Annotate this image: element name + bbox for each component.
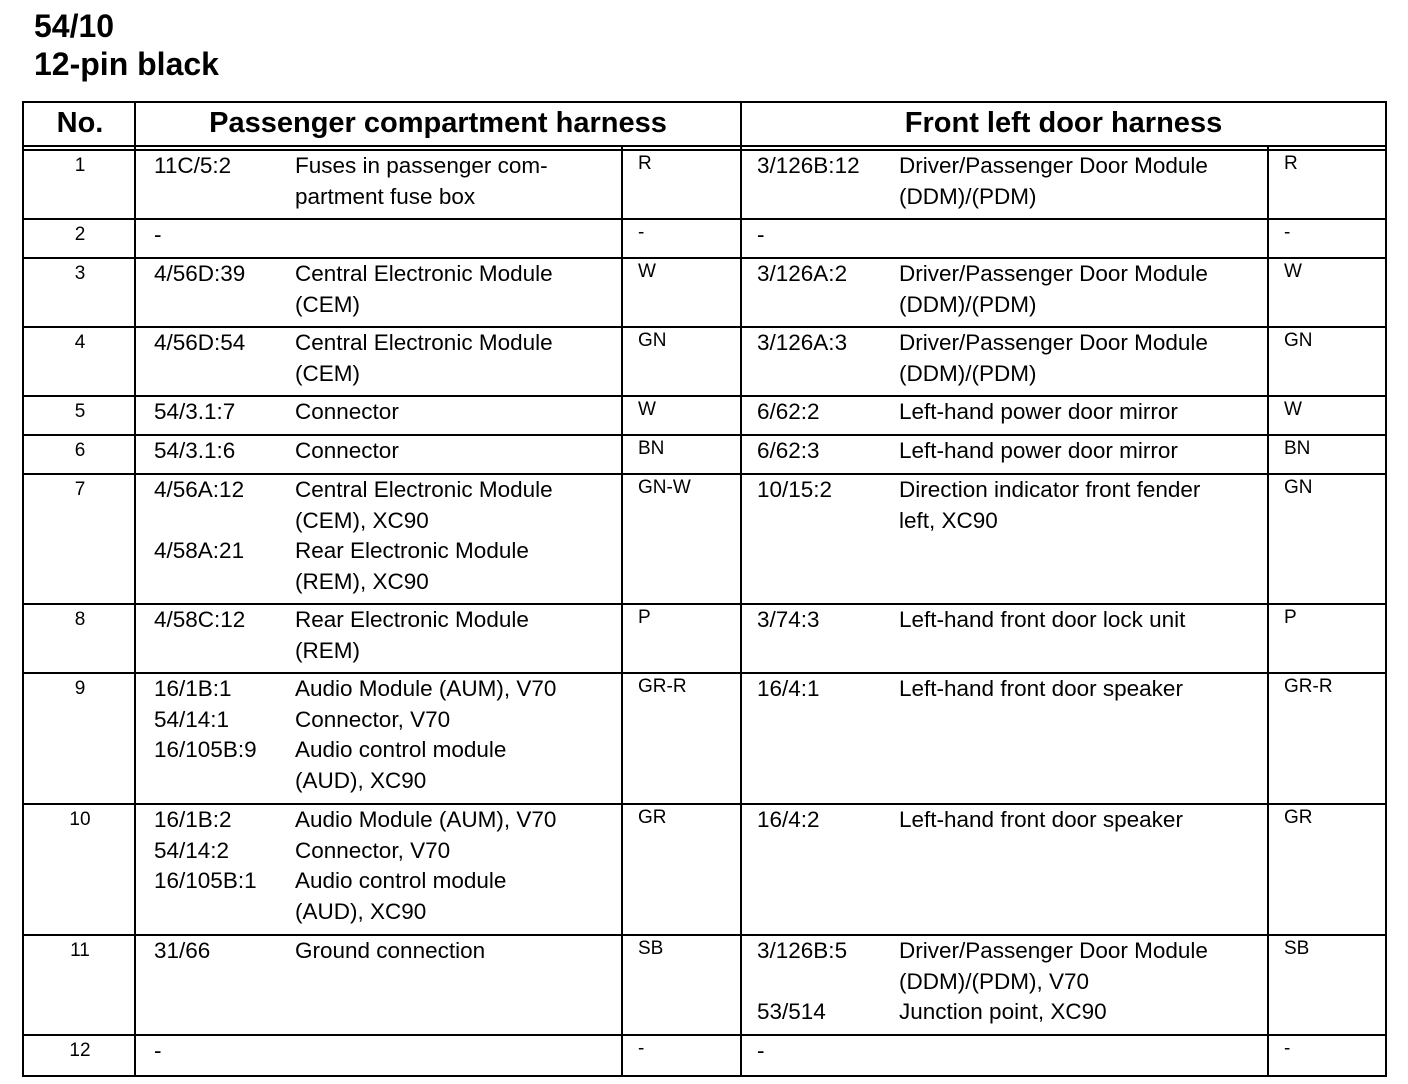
door-code-line: - [757,1038,765,1063]
door-code-line [757,967,847,998]
column-divider [134,103,136,1077]
pin-number: 1 [74,155,86,176]
table-row [24,1034,1385,1077]
door-code [757,436,820,467]
door-description [899,605,1185,636]
passenger-description [295,605,529,666]
door-code [757,605,820,636]
passenger-code-line: 4/58C:12 [154,607,246,632]
passenger-code-line: 54/3.1:7 [154,399,236,424]
passenger-code-line [154,182,231,213]
pin-number: 4 [74,332,86,353]
passenger-description-line: Central Electronic Module [295,261,553,286]
door-wire-color: GN [1284,330,1313,351]
pin-number: 8 [74,609,86,630]
passenger-code [154,475,244,597]
passenger-description-line: Audio control module [295,868,507,893]
passenger-wire-color: GR [638,807,667,828]
passenger-code-line [154,636,245,667]
passenger-description [295,936,485,967]
passenger-description-line: (REM), XC90 [295,568,429,594]
passenger-wire-color: W [638,261,656,282]
passenger-description-line: (CEM), XC90 [295,507,429,533]
door-wire-color: W [1284,261,1302,282]
table-row [24,257,1385,326]
door-code-line: 3/126A:3 [757,330,848,355]
door-code-line: 16/4:2 [757,807,820,832]
passenger-wire-color: W [638,399,656,420]
passenger-wire-color: SB [638,938,664,959]
door-wire-color: - [1284,222,1291,243]
door-code-line: 3/74:3 [757,607,820,632]
door-code [757,805,820,836]
passenger-description-line: (AUD), XC90 [295,898,427,924]
door-description-line: Driver/Passenger Door Module [899,330,1208,355]
passenger-description-line: Central Electronic Module [295,330,553,355]
door-code-line [757,182,860,213]
passenger-code [154,674,257,796]
passenger-wire-color: R [638,153,652,174]
passenger-code-line [154,290,245,321]
passenger-code-line: 4/56D:54 [154,330,246,355]
pin-number: 9 [74,678,86,699]
door-description-line: (DDM)/(PDM) [899,291,1037,317]
passenger-code-line: 11C/5:2 [154,153,232,178]
door-description [899,328,1208,389]
pin-number: 10 [69,809,91,830]
passenger-code-line [154,359,245,390]
passenger-code [154,151,231,212]
door-description-line: Driver/Passenger Door Module [899,153,1208,178]
passenger-wire-color: P [638,607,651,628]
header-door-harness: Front left door harness [904,107,1223,139]
pin-number: 6 [74,440,86,461]
passenger-code-line: 4/56A:12 [154,477,245,502]
door-wire-color: GR-R [1284,676,1333,697]
door-description [899,259,1208,320]
door-wire-color: R [1284,153,1298,174]
passenger-description-line: Rear Electronic Module [295,607,529,632]
table-header [24,103,1385,147]
passenger-code-line: 54/3.1:6 [154,438,236,463]
passenger-description-line: Audio Module (AUM), V70 [295,676,557,701]
door-description-line: Left-hand front door speaker [899,676,1183,701]
passenger-code [154,1036,162,1067]
passenger-wire-color: - [638,222,645,243]
door-code-line: - [757,222,765,247]
door-code-line [757,359,847,390]
passenger-description-line: Audio control module [295,737,507,762]
column-divider [740,103,742,1077]
door-wire-color: SB [1284,938,1310,959]
passenger-code [154,397,235,428]
connector-id: 54/10 [34,8,115,44]
door-code-line: 3/126B:12 [757,153,860,178]
door-description [899,475,1200,536]
pin-number: 12 [69,1040,91,1061]
door-wire-color: BN [1284,438,1311,459]
passenger-description [295,674,556,796]
column-divider [1267,147,1269,1077]
passenger-code-line [154,897,257,928]
passenger-code-line: 4/56D:39 [154,261,246,286]
passenger-description [295,436,399,467]
door-code [757,475,832,536]
door-code-line: 3/126B:5 [757,938,848,963]
table-row [24,149,1385,218]
door-code [757,674,820,705]
passenger-code-line: 16/105B:1 [154,868,257,893]
door-code-line: 53/514 [757,999,826,1024]
pin-number: 7 [74,479,86,500]
door-code-line: 3/126A:2 [757,261,848,286]
passenger-code [154,805,257,927]
door-code-line: 6/62:2 [757,399,820,424]
header-no: No. [56,107,104,139]
table-row [24,603,1385,672]
passenger-code-line [154,506,244,537]
passenger-wire-color: GN-W [638,477,691,498]
passenger-wire-color: GN [638,330,667,351]
door-wire-color: GN [1284,477,1313,498]
passenger-code [154,436,235,467]
door-code [757,936,847,1028]
passenger-description-line: Central Electronic Module [295,477,553,502]
connector-description: 12-pin black [34,46,219,82]
door-code-line: 10/15:2 [757,477,833,502]
pin-number: 5 [74,401,86,422]
door-code [757,151,860,212]
door-description-line: Left-hand front door lock unit [899,607,1186,632]
door-description-line: Left-hand power door mirror [899,399,1178,424]
table-row [24,218,1385,257]
door-code [757,1036,765,1067]
passenger-wire-color: - [638,1038,645,1059]
table-row [24,395,1385,434]
door-description-line: Left-hand front door speaker [899,807,1183,832]
door-wire-color: P [1284,607,1297,628]
passenger-description-line: (CEM) [295,291,360,317]
passenger-description-line: (AUD), XC90 [295,767,427,793]
door-description-line: Driver/Passenger Door Module [899,261,1208,286]
door-wire-color: - [1284,1038,1291,1059]
door-description-line: Junction point, XC90 [899,999,1107,1024]
pinout-table [22,101,1387,1077]
pin-number: 11 [70,940,90,961]
passenger-code-line: - [154,1038,162,1063]
passenger-description [295,805,556,927]
passenger-code-line: 16/1B:2 [154,807,232,832]
passenger-description [295,151,548,212]
passenger-description-line: (CEM) [295,360,360,386]
passenger-description-line: Audio Module (AUM), V70 [295,807,557,832]
table-row [24,434,1385,473]
door-description [899,397,1178,428]
passenger-description-line: Connector, V70 [295,706,451,732]
passenger-code-line [154,567,244,598]
door-wire-color: W [1284,399,1302,420]
door-description [899,805,1183,836]
door-description-line: (DDM)/(PDM), V70 [899,968,1089,994]
passenger-code-line [154,766,257,797]
pin-number: 3 [74,263,86,284]
door-wire-color: GR [1284,807,1313,828]
door-code-line [757,506,832,537]
passenger-wire-color: BN [638,438,665,459]
door-code-line: 16/4:1 [757,676,820,701]
passenger-code [154,220,162,251]
door-code [757,397,820,428]
passenger-code-line: 16/105B:9 [154,737,257,762]
door-description-line: Driver/Passenger Door Module [899,938,1208,963]
passenger-code [154,259,245,320]
passenger-code-line: 54/14:1 [154,706,230,732]
table-row [24,326,1385,395]
passenger-code-line: 54/14:2 [154,837,230,863]
column-divider [621,147,623,1077]
door-description [899,674,1183,705]
table-row [24,934,1385,1034]
door-description-line: Direction indicator front fender [899,477,1201,502]
passenger-description [295,259,553,320]
passenger-description [295,475,553,597]
door-description [899,436,1178,467]
passenger-description-line: (REM) [295,637,360,663]
passenger-code-line: 31/66 [154,938,211,963]
passenger-description [295,328,553,389]
passenger-code-line: 16/1B:1 [154,676,232,701]
header-passenger-harness: Passenger compartment harness [209,107,667,139]
passenger-code-line: 4/58A:21 [154,538,245,563]
passenger-code-line: - [154,222,162,247]
passenger-wire-color: GR-R [638,676,687,697]
passenger-description-line: Rear Electronic Module [295,538,529,563]
passenger-description-line: Fuses in passenger com- [295,153,548,178]
door-description-line: (DDM)/(PDM) [899,360,1037,386]
passenger-description-line: Connector, V70 [295,837,451,863]
table-row [24,672,1385,803]
table-row [24,473,1385,603]
door-code-line: 6/62:3 [757,438,820,463]
passenger-code [154,328,245,389]
table-row [24,803,1385,934]
passenger-description [295,397,399,428]
door-code [757,220,765,251]
door-code-line [757,290,847,321]
door-code [757,328,847,389]
door-description-line: left, XC90 [899,507,998,533]
door-description-line: (DDM)/(PDM) [899,183,1037,209]
door-description-line: Left-hand power door mirror [899,438,1178,463]
pin-number: 2 [74,224,86,245]
passenger-code [154,605,245,666]
passenger-code [154,936,210,967]
door-description [899,151,1208,212]
passenger-description-line: Ground connection [295,938,486,963]
door-description [899,936,1208,1028]
passenger-description-line: partment fuse box [295,183,476,209]
passenger-description-line: Connector [295,438,399,463]
passenger-description-line: Connector [295,399,399,424]
door-code [757,259,847,320]
